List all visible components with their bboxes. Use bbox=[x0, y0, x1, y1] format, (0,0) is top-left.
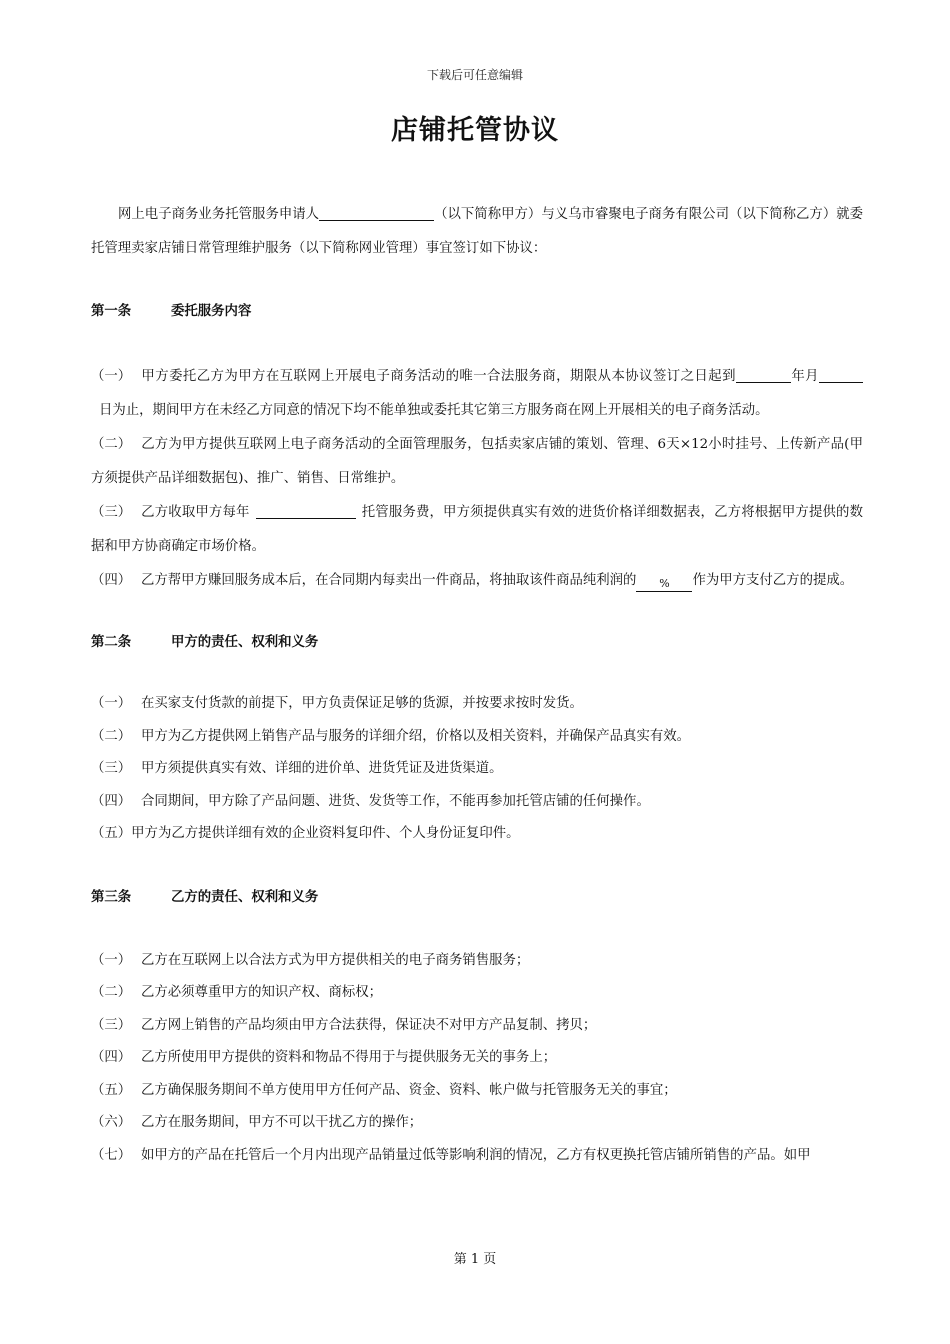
list-item bbox=[91, 786, 863, 819]
clause-text: 合同期间，甲方除了产品问题、进货、发货等工作，不能再参加托管店铺的任何操作。 bbox=[141, 793, 650, 809]
section-number: 第一条 bbox=[91, 304, 132, 319]
clause-text: 乙方帮甲方赚回服务成本后，在合同期内每卖出一件商品，将抽取该件商品纯利润的 bbox=[141, 573, 637, 588]
clause-text: 乙方网上销售的产品均须由甲方合法获得，保证决不对甲方产品复制、拷贝； bbox=[141, 1017, 597, 1033]
list-item bbox=[91, 1010, 863, 1043]
section-number: 第二条 bbox=[91, 635, 132, 650]
clause-text: 乙方所使用甲方提供的资料和物品不得用于与提供服务无关的事务上； bbox=[141, 1050, 557, 1065]
document-title: 店铺托管协议 bbox=[391, 115, 559, 146]
clause-marker: （四） bbox=[91, 1050, 132, 1065]
clause-text: 甲方须提供真实有效、详细的进价单、进货凭证及进货渠道。 bbox=[141, 761, 503, 776]
clause-marker: （四） bbox=[91, 793, 132, 809]
clause-marker: （二） bbox=[91, 985, 132, 1000]
clause-text: 乙方在互联网上以合法方式为甲方提供相关的电子商务销售服务； bbox=[141, 952, 530, 968]
clause-marker: （三） bbox=[91, 761, 132, 776]
clause-text: 托管服务费，甲方须提供真实有效的进货价格详细数据表，乙方将根据甲方提供的数据和甲方协商确定市场价格。 bbox=[91, 505, 863, 554]
clause-marker: （二） bbox=[91, 728, 132, 744]
intro-text-1: 网上电子商务业务托管服务申请人 bbox=[118, 207, 320, 222]
clause-marker: （五） bbox=[91, 1082, 132, 1098]
clause-marker: （一） bbox=[91, 952, 132, 968]
clause-text: 日为止，期间甲方在未经乙方同意的情况下均不能单独或委托其它第三方服务商在网上开展相关的电子商务活动。 bbox=[99, 403, 769, 418]
document-body bbox=[91, 198, 863, 1172]
section-number: 第三条 bbox=[91, 889, 132, 905]
clause-marker: （四） bbox=[91, 573, 132, 588]
list-item bbox=[91, 818, 863, 851]
end-day-blank bbox=[819, 368, 863, 383]
profit-percent-blank: % bbox=[636, 577, 692, 592]
section-heading-2 bbox=[91, 626, 863, 660]
header-note: 下载后可任意编辑 bbox=[426, 68, 523, 82]
clause-marker: （六） bbox=[91, 1115, 132, 1130]
clause-1-2 bbox=[91, 428, 863, 496]
list-item bbox=[91, 1107, 863, 1140]
clause-marker: （三） bbox=[91, 1017, 132, 1033]
applicant-blank bbox=[319, 206, 434, 221]
list-item bbox=[91, 977, 863, 1010]
section-heading-3 bbox=[91, 881, 863, 915]
clause-marker: （七） bbox=[91, 1147, 132, 1163]
section-3-list bbox=[91, 945, 863, 1173]
section-title: 乙方的责任、权利和义务 bbox=[171, 889, 319, 905]
section-title: 委托服务内容 bbox=[171, 304, 252, 319]
clause-text: 乙方在服务期间，甲方不可以干扰乙方的操作； bbox=[141, 1115, 423, 1130]
list-item bbox=[91, 753, 863, 786]
clause-text: 如甲方的产品在托管后一个月内出现产品销量过低等影响利润的情况，乙方有权更换托管店铺所销售的产品。如甲 bbox=[141, 1147, 811, 1163]
clause-text: 乙方必须尊重甲方的知识产权、商标权； bbox=[141, 985, 383, 1000]
clause-marker: （五） bbox=[91, 826, 132, 841]
clause-1-4 bbox=[91, 564, 863, 598]
list-item bbox=[91, 1075, 863, 1108]
clause-marker: （三） bbox=[91, 505, 132, 520]
page-number: 第 1 页 bbox=[453, 1252, 497, 1267]
list-item bbox=[91, 688, 863, 721]
list-item bbox=[91, 945, 863, 978]
clause-text: 乙方为甲方提供互联网上电子商务活动的全面管理服务，包括卖家店铺的策划、管理、6天×12小时挂号、上传新产品(甲方须提供产品详细数据包)、推广、销售、日常维护。 bbox=[91, 437, 863, 486]
clause-text: 甲方委托乙方为甲方在互联网上开展电子商务活动的唯一合法服务商，期限从本协议签订之日起到 bbox=[141, 369, 736, 384]
end-year-blank bbox=[736, 368, 791, 383]
annual-fee-blank bbox=[256, 504, 356, 519]
clause-text: 在买家支付货款的前提下，甲方负责保证足够的货源，并按要求按时发货。 bbox=[141, 696, 583, 711]
clause-1-3 bbox=[91, 496, 863, 564]
clause-marker: （二） bbox=[91, 437, 132, 452]
section-heading-1 bbox=[91, 295, 863, 329]
intro-paragraph bbox=[91, 198, 863, 266]
list-item bbox=[91, 1140, 863, 1173]
clause-text: 甲方为乙方提供网上销售产品与服务的详细介绍，价格以及相关资料，并确保产品真实有效。 bbox=[141, 728, 691, 744]
clause-text: 乙方收取甲方每年 bbox=[141, 505, 250, 520]
section-title: 甲方的责任、权利和义务 bbox=[171, 635, 319, 650]
clause-marker: （一） bbox=[91, 369, 132, 384]
clause-text: 乙方确保服务期间不单方使用甲方任何产品、资金、资料、帐户做与托管服务无关的事宜； bbox=[141, 1082, 677, 1098]
list-item bbox=[91, 721, 863, 754]
clause-marker: （一） bbox=[91, 696, 132, 711]
intro-text-2: （以下简称甲方）与义乌市睿聚电子商务有限公司（以下简称乙方）就委托管理卖家店铺日常管理维护服务（以下简称网业管理）事宜签订如下协议： bbox=[91, 207, 864, 256]
clause-text: 年月 bbox=[790, 369, 820, 384]
clause-1-1 bbox=[91, 360, 863, 428]
list-item bbox=[91, 1042, 863, 1075]
clause-text: 作为甲方支付乙方的提成。 bbox=[692, 573, 854, 588]
section-2-list bbox=[91, 688, 863, 851]
clause-text: 甲方为乙方提供详细有效的企业资料复印件、个人身份证复印件。 bbox=[131, 826, 520, 841]
